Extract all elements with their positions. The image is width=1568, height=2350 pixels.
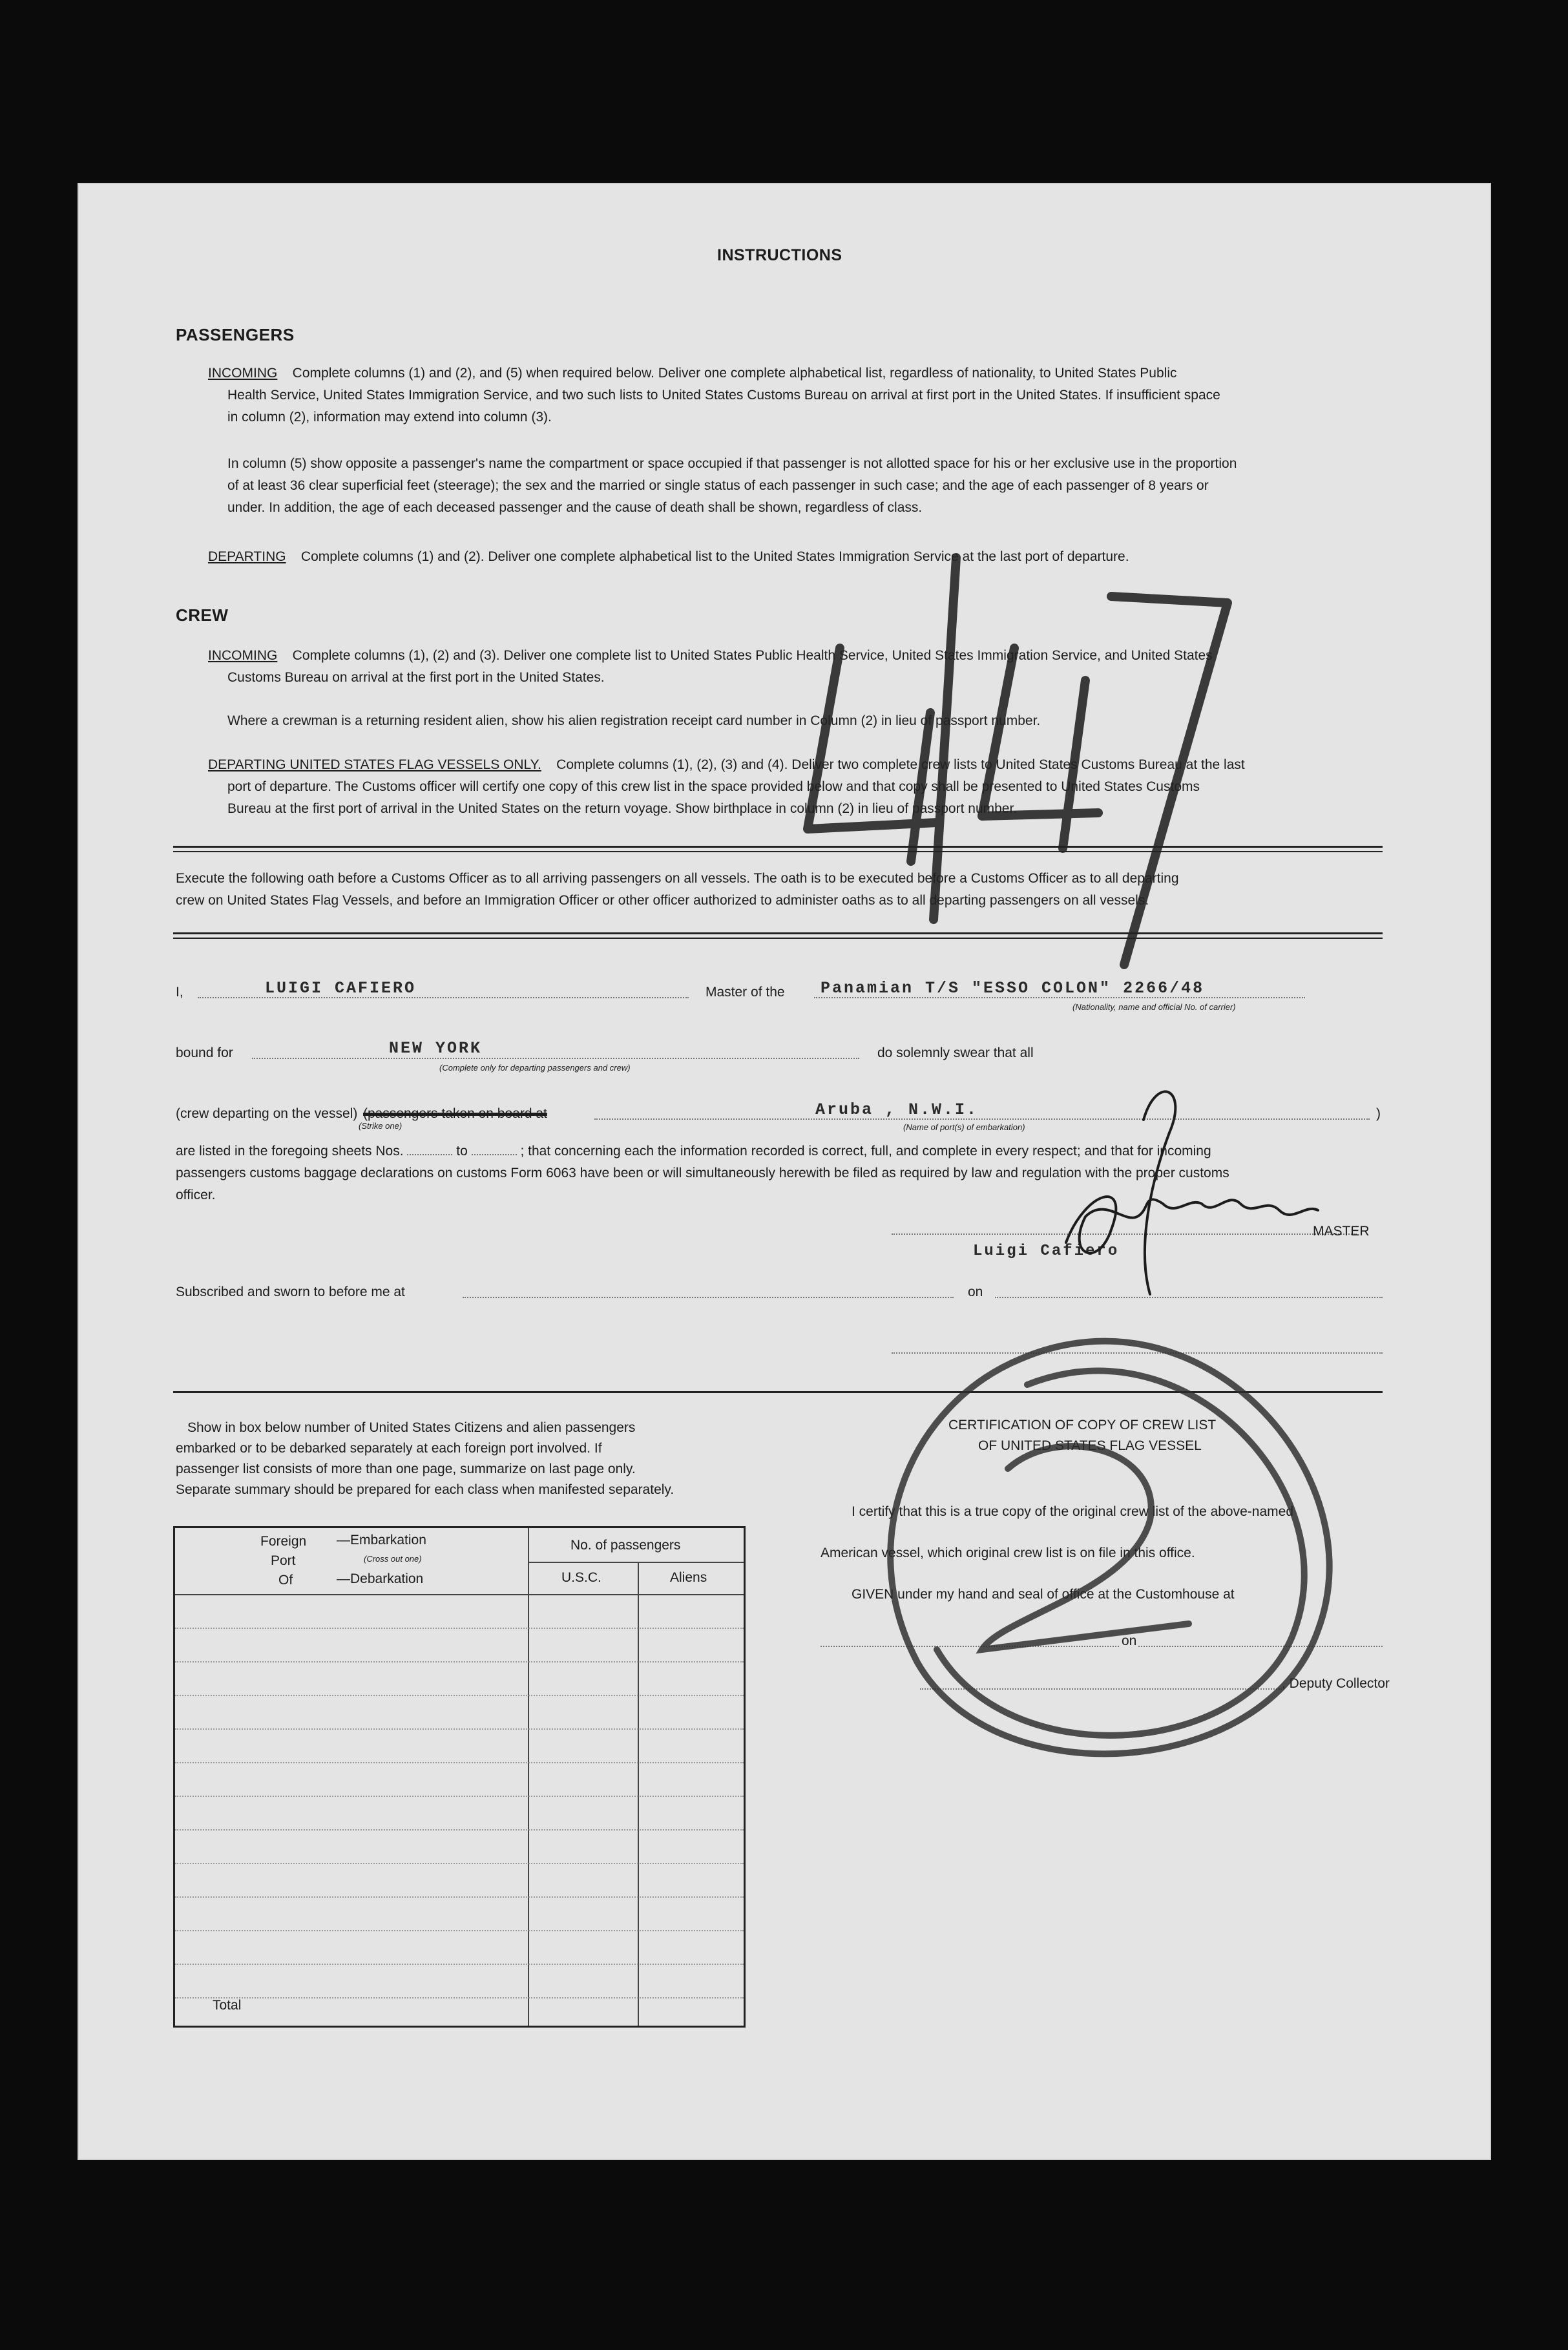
certification-on-label: on xyxy=(1120,1630,1138,1652)
oath-instructions-line2: crew on United States Flag Vessels, and before an Immigration Officer or other officer authorized to administer oaths as to all departing passengers on all vessels. xyxy=(176,893,1149,908)
column5-line1: In column (5) show opposite a passenger's name the compartment or space occupied if that passenger is not allotted space for his or her exclusive use in the proportion xyxy=(227,456,1237,471)
handwriting-overlay xyxy=(78,183,1491,2160)
crew-departing-label: DEPARTING UNITED STATES FLAG VESSELS ONLY. xyxy=(208,757,541,772)
handwritten-number xyxy=(808,558,1228,965)
master-label: MASTER xyxy=(1313,1224,1370,1239)
passengers-departing-label: DEPARTING xyxy=(208,549,286,564)
close-paren: ) xyxy=(1376,1106,1381,1121)
crew-resident-text: Where a crewman is a returning resident alien, show his alien registration receipt card number in Column (2) in lieu of passport number. xyxy=(227,713,1041,728)
aliens-header: Aliens xyxy=(670,1570,707,1585)
crew-incoming-line1: Complete columns (1), (2) and (3). Deliver one complete list to United States Public Health Service, United States Immigration Service, and United States xyxy=(292,648,1213,663)
strike-caption: (Strike one) xyxy=(359,1121,402,1131)
passengers-incoming-line2: Health Service, United States Immigration Service, and two such lists to United States Customs Bureau on arrival at first port in the United States. If insufficient space xyxy=(227,388,1220,403)
destination-caption: (Complete only for departing passengers and crew) xyxy=(439,1063,631,1073)
oath-instructions-line1: Execute the following oath before a Customs Officer as to all arriving passengers on all vessels. The oath is to be executed before a Customs Officer as to all departing xyxy=(176,871,1179,886)
summary-line2: embarked or to be debarked separately at each foreign port involved. If xyxy=(176,1441,602,1456)
embarkation-label: —Embarkation xyxy=(337,1533,426,1547)
passengers-departing-text: Complete columns (1) and (2). Deliver one complete alphabetical list to the United States Immigration Service at the last port of departure. xyxy=(300,549,1129,564)
crew-departing-line2: port of departure. The Customs officer will certify one copy of this crew list in the space provided below and that copy shall be presented to United States Customs xyxy=(227,779,1200,794)
column5-line2: of at least 36 clear superficial feet (steerage); the sex and the married or single status of each passenger in such case; and the age of each passenger of 8 years or xyxy=(227,478,1209,493)
master-name: LUIGI CAFIERO xyxy=(265,979,417,998)
master-of-label: Master of the xyxy=(706,985,785,1000)
foreign-label: Foreign xyxy=(260,1534,307,1549)
typed-master-name: Luigi Cafiero xyxy=(973,1243,1120,1260)
passengers-heading: PASSENGERS xyxy=(176,325,295,344)
certification-line3: GIVEN under my hand and seal of office at the Customhouse at xyxy=(852,1587,1235,1602)
destination: NEW YORK xyxy=(389,1039,483,1058)
listed-sheets-label: are listed in the foregoing sheets Nos. xyxy=(176,1144,404,1159)
vessel-name: Panamian T/S "ESSO COLON" 2266/48 xyxy=(821,979,1205,998)
listed-line2: passengers customs baggage declarations on customs Form 6063 have been or will simultaneously herewith be filed as required by law and regulation with the proper customs xyxy=(176,1166,1229,1180)
port-caption: (Name of port(s) of embarkation) xyxy=(903,1122,1025,1132)
document-page xyxy=(78,183,1491,2160)
master-signature xyxy=(1066,1091,1318,1294)
bound-for-label: bound for xyxy=(176,1045,233,1060)
embarkation-port: Aruba , N.W.I. xyxy=(815,1100,979,1119)
crew-departing-line3: Bureau at the first port of arrival in the United States on the return voyage. Show birthplace in column (2) in lieu of passport number. xyxy=(227,801,1018,816)
struck-passengers-option: (passengers taken on board at xyxy=(363,1106,547,1121)
summary-line3: passenger list consists of more than one page, summarize on last page only. xyxy=(176,1462,636,1476)
crew-departing-line1: Complete columns (1), (2), (3) and (4). Deliver two complete crew lists to United States Customs Bureau at the last xyxy=(556,757,1245,772)
listed-line3: officer. xyxy=(176,1188,216,1202)
handwritten-circled-number xyxy=(890,1341,1329,1754)
certification-line2: American vessel, which original crew list is on file in this office. xyxy=(821,1546,1195,1560)
subscribed-label: Subscribed and sworn to before me at xyxy=(176,1285,405,1299)
subscribed-on-label: on xyxy=(968,1285,983,1299)
crew-incoming-label: INCOMING xyxy=(208,648,278,663)
crew-departing-option: (crew departing on the vessel) xyxy=(176,1106,358,1121)
usc-header: U.S.C. xyxy=(561,1570,601,1585)
crew-incoming-line2: Customs Bureau on arrival at the first port in the United States. xyxy=(227,670,605,685)
vessel-caption: (Nationality, name and official No. of carrier) xyxy=(1072,1002,1236,1012)
of-label: Of xyxy=(278,1573,293,1588)
cross-out-caption: (Cross out one) xyxy=(364,1554,422,1564)
no-passengers-label: No. of passengers xyxy=(570,1538,681,1553)
summary-line1: Show in box below number of United States Citizens and alien passengers xyxy=(187,1420,636,1435)
listed-to-label: to xyxy=(456,1144,468,1159)
debarkation-label: —Debarkation xyxy=(337,1571,424,1586)
certification-title-line2: OF UNITED STATES FLAG VESSEL xyxy=(978,1438,1202,1453)
total-label: Total xyxy=(213,1998,242,2013)
column5-line3: under. In addition, the age of each deceased passenger and the cause of death shall be shown, regardless of class. xyxy=(227,500,923,515)
passengers-incoming-line1: Complete columns (1) and (2), and (5) when required below. Deliver one complete alphabetical list, regardless of nationality, to United States Public xyxy=(292,366,1177,381)
listed-line1-rest: ; that concerning each the information recorded is correct, full, and complete in every respect; and that for incoming xyxy=(520,1144,1211,1159)
deputy-collector-label: , Deputy Collector xyxy=(1282,1676,1390,1691)
certification-title-line1: CERTIFICATION OF COPY OF CREW LIST xyxy=(948,1418,1217,1432)
swear-text: do solemnly swear that all xyxy=(877,1045,1034,1060)
passengers-incoming-label: INCOMING xyxy=(208,366,278,381)
passengers-incoming-line3: in column (2), information may extend into column (3). xyxy=(227,410,552,425)
oath-i-label: I, xyxy=(176,985,183,1000)
crew-heading: CREW xyxy=(176,605,229,625)
certification-line1: I certify that this is a true copy of the original crew list of the above-named xyxy=(852,1504,1293,1519)
port-label: Port xyxy=(271,1553,296,1568)
page-title: INSTRUCTIONS xyxy=(717,246,842,264)
summary-line4: Separate summary should be prepared for each class when manifested separately. xyxy=(176,1482,674,1497)
